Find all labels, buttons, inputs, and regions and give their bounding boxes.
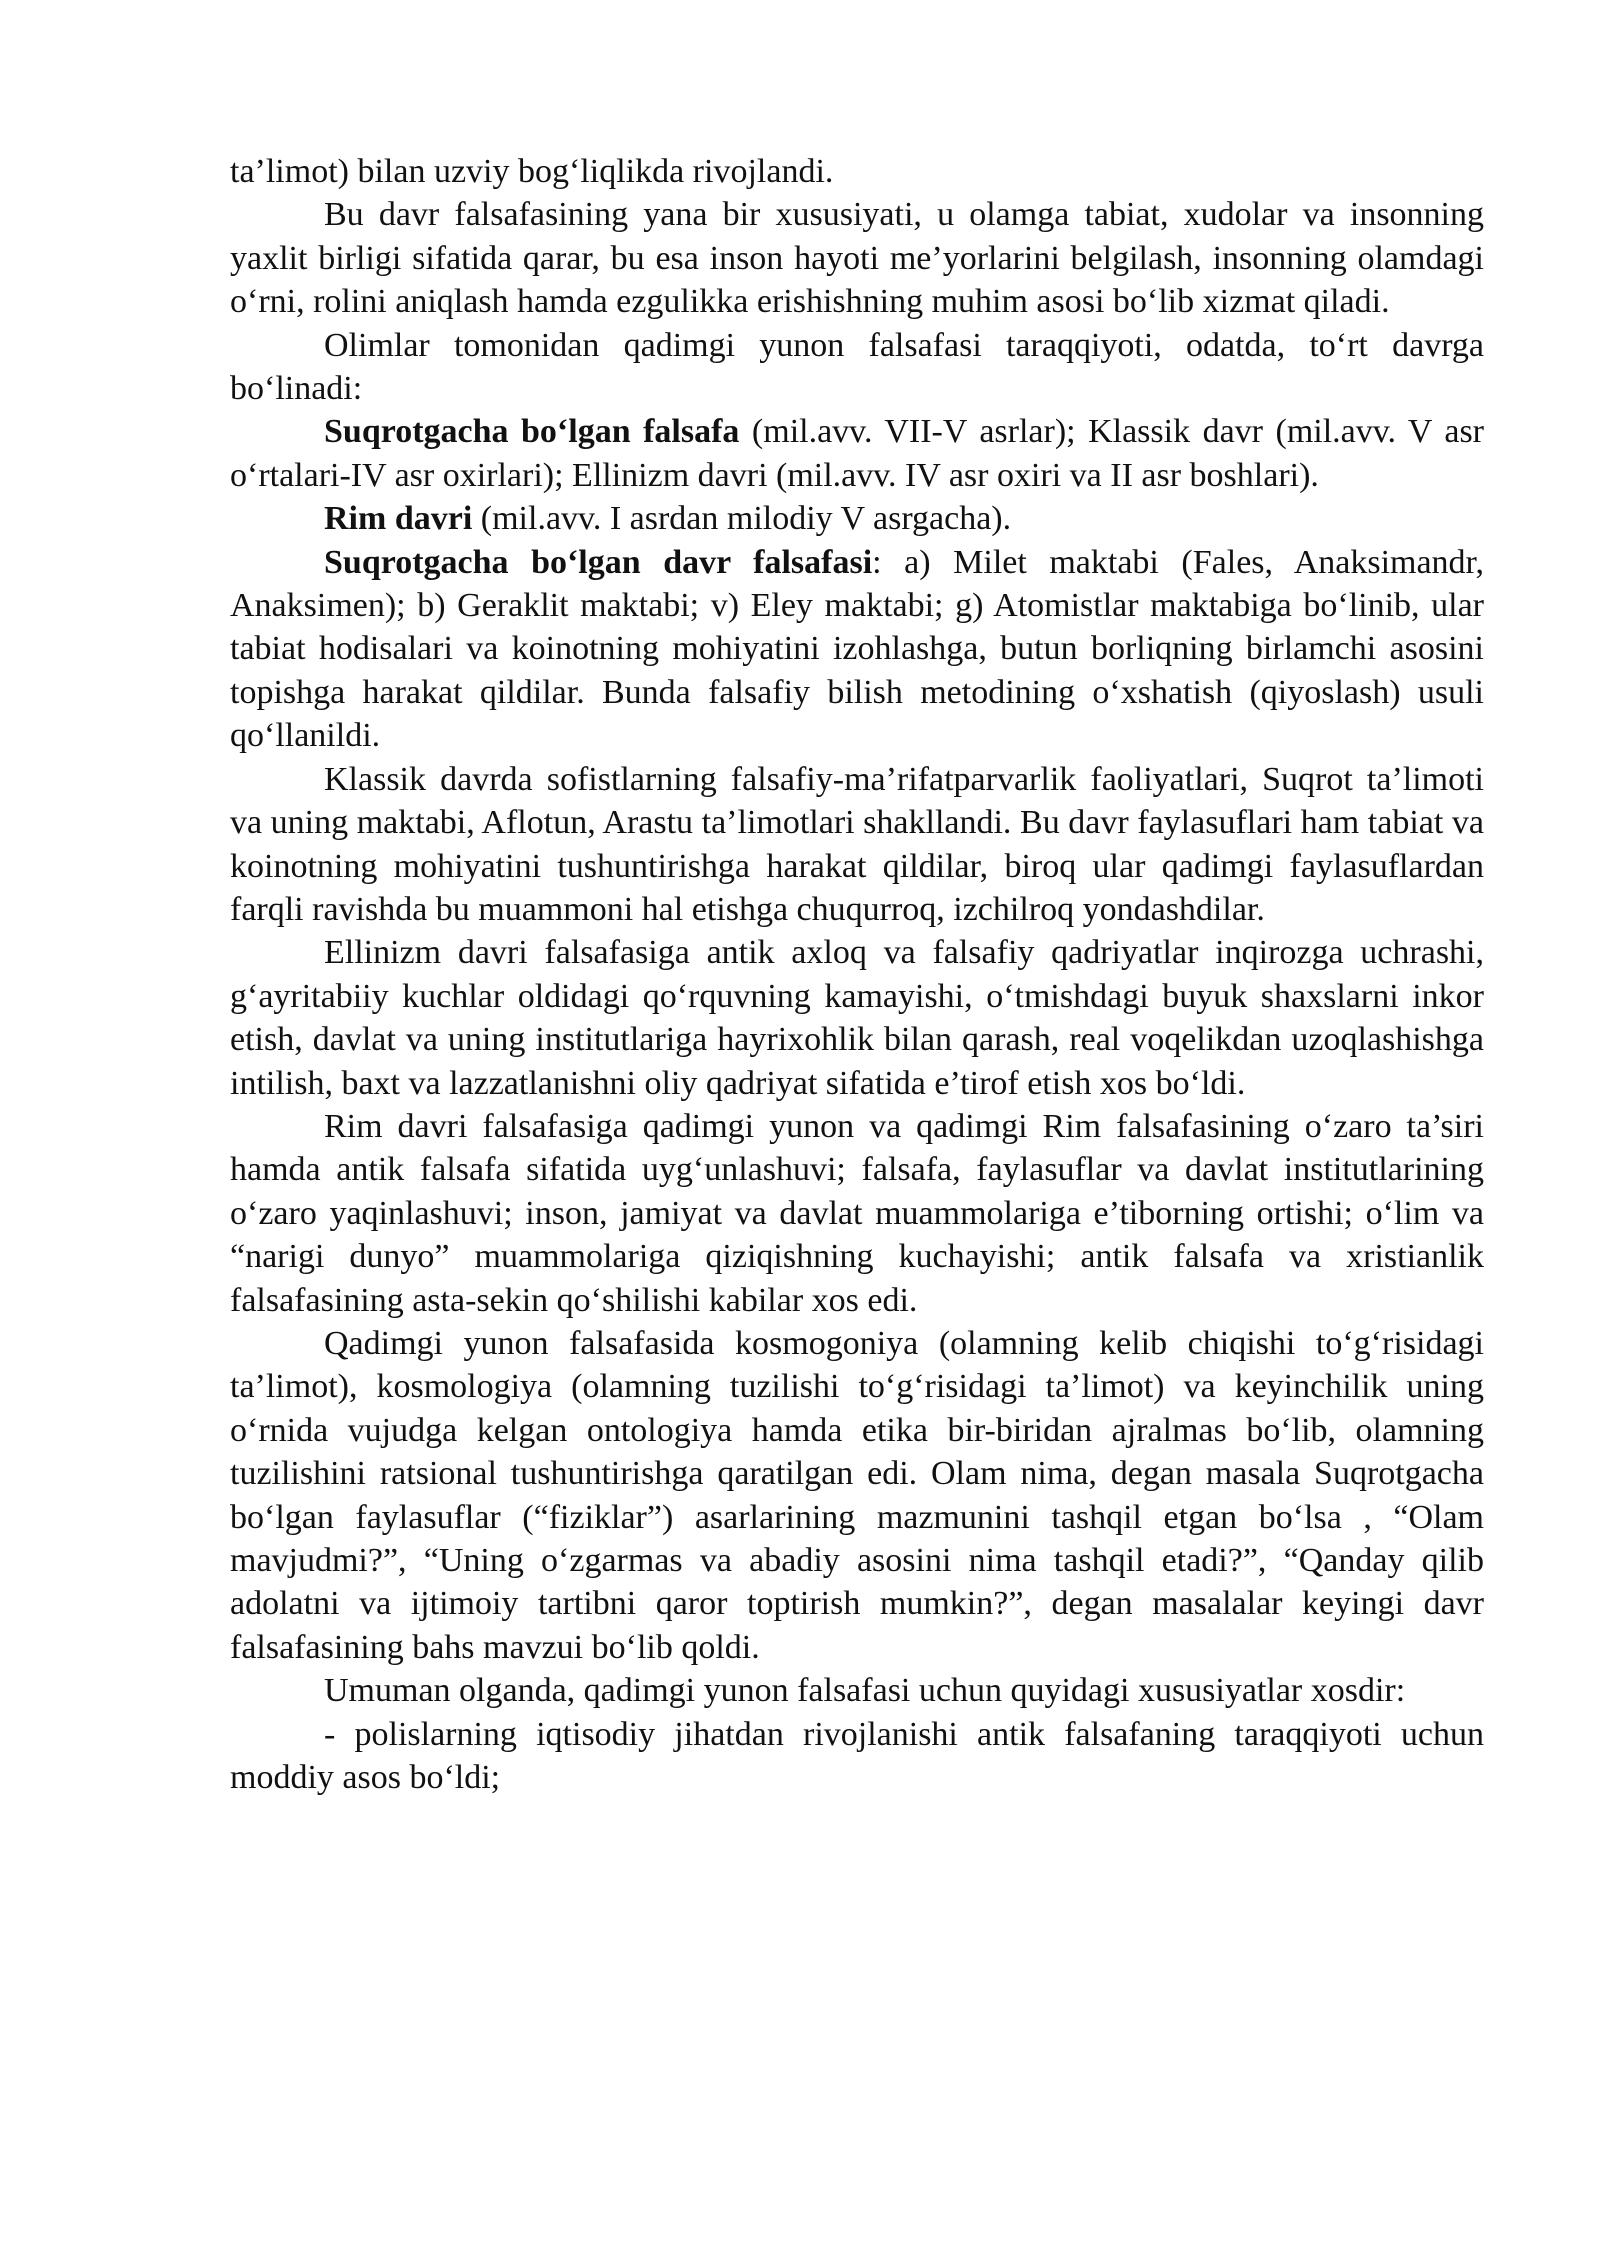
paragraph-p2	[230, 324, 1484, 411]
bold-term: Suqrotgacha bo‘lgan davr falsafasi	[324, 543, 873, 581]
paragraph-p3	[230, 410, 1484, 497]
text-run: Umuman olganda, qadimgi yunon falsafasi uchun quyidagi xususiyatlar xosdir:	[324, 1672, 1406, 1710]
paragraph-p10	[230, 1669, 1484, 1712]
text-run: Olimlar tomonidan qadimgi yunon falsafasi taraqqiyoti, odatda, to‘rt davrga bo‘linadi:	[230, 326, 1484, 408]
text-run: ta’limot) bilan uzviy bog‘liqlikda rivojlandi.	[230, 153, 834, 190]
paragraph-p5	[230, 541, 1484, 758]
text-run: Qadimgi yunon falsafasida kosmogoniya (olamning kelib chiqishi to‘g‘risidagi ta’limot), kosmologiya (olamning tuzilishi to‘g‘risidagi ta’limot) va keyinchilik uning o‘rnida vujudga kelgan ontologiya hamda etika bir-biridan ajralmas bo‘lib, olamning tuzilishini ratsional tushuntirishga qaratilgan edi. Olam nima, degan masala Suqrotgacha bo‘lgan faylasuflar (“fiziklar”) asarlarining mazmunini tashqil etgan bo‘lsa , “Olam mavjudmi?”, “Uning o‘zgarmas va abadiy asosini nima tashqil etadi?”, “Qanday qilib adolatni va ijtimoiy tartibni qaror toptirish mumkin?”, degan masalalar keyingi davr falsafasining bahs mavzui bo‘lib qoldi.	[230, 1324, 1484, 1666]
bold-term: Rim davri	[324, 500, 473, 538]
paragraph-p1	[230, 193, 1484, 323]
bold-term: Suqrotgacha bo‘lgan falsafa	[324, 413, 740, 451]
paragraph-p8	[230, 1105, 1484, 1322]
paragraph-p0	[230, 150, 1484, 193]
document-page	[230, 150, 1484, 1799]
text-run: Bu davr falsafasining yana bir xususiyati, u olamga tabiat, xudolar va insonning yaxlit birligi sifatida qarar, bu esa inson hayoti me’yorlarini belgilash, insonning olamdagi o‘rni, rolini aniqlash hamda ezgulikka erishishning muhim asosi bo‘lib xizmat qiladi.	[230, 196, 1484, 321]
text-run: Ellinizm davri falsafasiga antik axloq va falsafiy qadriyatlar inqirozga uchrashi, g‘ayritabiiy kuchlar oldidagi qo‘rquvning kamayishi, o‘tmishdagi buyuk shaxslarni inkor etish, davlat va uning institutlariga hayrixohlik bilan qarash, real voqelikdan uzoqlashishga intilish, baxt va lazzatlanishni oliy qadriyat sifatida e’tirof etish xos bo‘ldi.	[230, 934, 1484, 1102]
text-run: Klassik davrda sofistlarning falsafiy-ma’rifatparvarlik faoliyatlari, Suqrot ta’limoti va uning maktabi, Aflotun, Arastu ta’limotlari shakllandi. Bu davr faylasuflari ham tabiat va koinotning mohiyatini tushuntirishga harakat qildilar, biroq ular qadimgi faylasuflardan farqli ravishda bu muammoni hal etishga chuqurroq, izchilroq yondashdilar.	[230, 760, 1484, 928]
paragraph-p6	[230, 758, 1484, 932]
text-run: - polislarning iqtisodiy jihatdan rivojlanishi antik falsafaning taraqqiyoti uchun moddiy asos bo‘ldi;	[230, 1715, 1484, 1797]
paragraph-p11	[230, 1713, 1484, 1800]
text-run: : a) Milet maktabi (Fales, Anaksimandr, Anaksimen); b) Geraklit maktabi; v) Eley maktabi; g) Atomistlar maktabiga bo‘linib, ular tabiat hodisalari va koinotning mohiyatini izohlashga, butun borliqning birlamchi asosini topishga harakat qildilar. Bunda falsafiy bilish metodining o‘xshatish (qiyoslash) usuli qo‘llanildi.	[230, 543, 1485, 755]
paragraph-p7	[230, 931, 1484, 1105]
paragraph-p4	[230, 497, 1484, 540]
text-run: (mil.avv. I asrdan milodiy V asrgacha).	[472, 500, 1012, 538]
text-run: Rim davri falsafasiga qadimgi yunon va qadimgi Rim falsafasining o‘zaro ta’siri hamda antik falsafa sifatida uyg‘unlashuvi; falsafa, faylasuflar va davlat institutlarining o‘zaro yaqinlashuvi; inson, jamiyat va davlat muammolariga e’tiborning ortishi; o‘lim va “narigi dunyo” muammolariga qiziqishning kuchayishi; antik falsafa va xristianlik falsafasining asta-sekin qo‘shilishi kabilar xos edi.	[230, 1107, 1484, 1319]
text-run: (mil.avv. VII-V asrlar); Klassik davr (mil.avv. V asr o‘rtalari-IV asr oxirlari); Ellinizm davri (mil.avv. IV asr oxiri va II asr boshlari).	[230, 413, 1485, 494]
paragraph-p9	[230, 1322, 1484, 1669]
